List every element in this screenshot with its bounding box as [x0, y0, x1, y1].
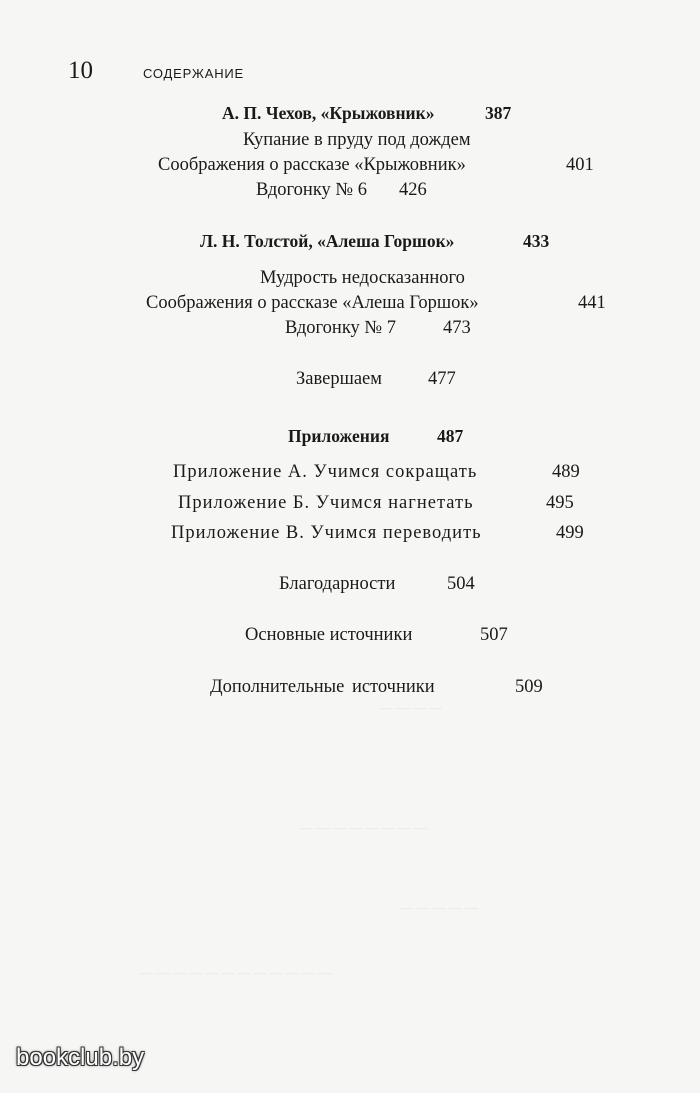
toc-chekhov-reflections[interactable]: Соображения о рассказе «Крыжовник»: [158, 155, 466, 175]
toc-appendix-a[interactable]: Приложение А. Учимся сокращать: [173, 462, 478, 482]
bleed-through-4: — — — — — — — — — — — —: [140, 965, 332, 980]
toc-chekhov-reflections-page: 401: [566, 155, 594, 175]
toc-tolstoy-page: 433: [523, 231, 550, 251]
watermark: bookclub.by: [16, 1044, 145, 1071]
bleed-through-2: — — — — — — — —: [300, 820, 427, 835]
toc-appendices-title[interactable]: Приложения: [288, 426, 390, 446]
toc-chekhov-title[interactable]: А. П. Чехов, «Крыжовник»: [222, 103, 435, 123]
toc-chekhov-followup-page: 426: [399, 180, 427, 200]
running-head: СОДЕРЖАНИЕ: [143, 66, 245, 81]
toc-acknowledgements[interactable]: Благодарности: [279, 574, 396, 594]
toc-appendix-c[interactable]: Приложение В. Учимся переводить: [171, 523, 482, 543]
toc-tolstoy-subtitle[interactable]: Мудрость недосказанного: [260, 268, 465, 288]
toc-appendix-c-page: 499: [556, 523, 584, 543]
toc-appendix-a-page: 489: [552, 462, 580, 482]
toc-appendix-b[interactable]: Приложение Б. Учимся нагнетать: [178, 493, 474, 513]
page-number: 10: [68, 57, 93, 84]
bleed-through-3: — — — — —: [400, 900, 478, 915]
toc-appendix-b-page: 495: [546, 493, 574, 513]
bleed-through-1: — — — —: [380, 700, 442, 715]
toc-acknowledgements-page: 504: [447, 574, 475, 594]
toc-tolstoy-reflections-page: 441: [578, 293, 606, 313]
toc-additional-sources-page: 509: [515, 677, 543, 697]
toc-main-sources[interactable]: Основные источники: [245, 625, 413, 645]
toc-main-sources-page: 507: [480, 625, 508, 645]
toc-conclusion-page: 477: [428, 369, 456, 389]
toc-tolstoy-reflections[interactable]: Соображения о рассказе «Алеша Горшок»: [146, 293, 479, 313]
toc-conclusion[interactable]: Завершаем: [296, 369, 382, 389]
toc-chekhov-page: 387: [485, 103, 512, 123]
toc-tolstoy-followup[interactable]: Вдогонку № 7: [285, 318, 396, 338]
toc-chekhov-subtitle[interactable]: Купание в пруду под дождем: [243, 130, 471, 150]
toc-chekhov-followup[interactable]: Вдогонку № 6: [256, 180, 367, 200]
toc-additional-sources[interactable]: Дополнительные источники: [210, 677, 435, 697]
toc-appendices-page: 487: [437, 426, 464, 446]
toc-tolstoy-title[interactable]: Л. Н. Толстой, «Алеша Горшок»: [200, 231, 455, 251]
toc-tolstoy-followup-page: 473: [443, 318, 471, 338]
